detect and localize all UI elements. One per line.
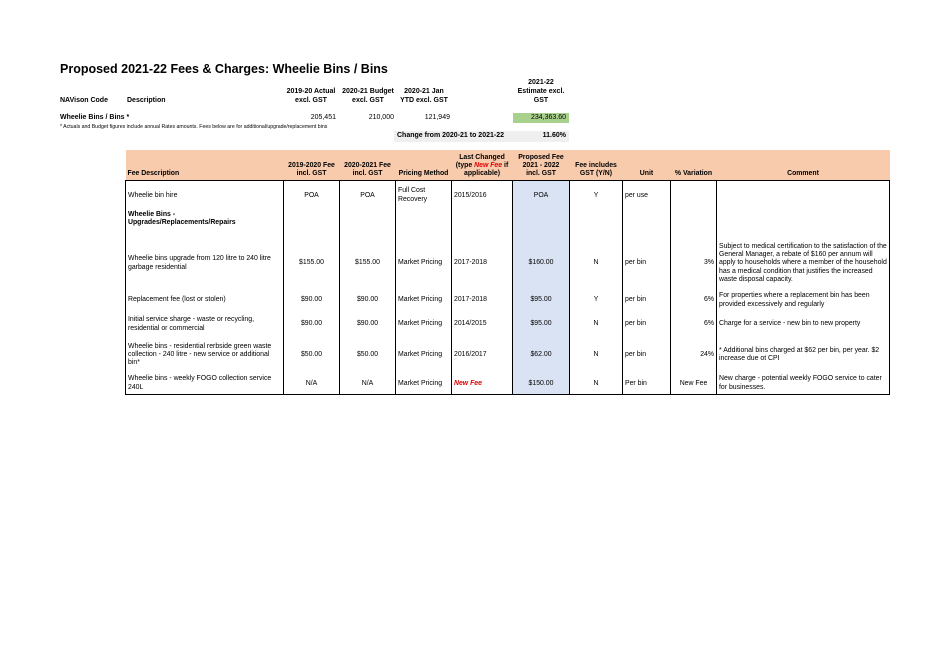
- comment: [717, 211, 890, 239]
- table-row: [126, 313, 890, 337]
- comment: * Additional bins charged at $62 per bin, per year. $2 increase due ot CPI: [717, 337, 890, 374]
- change-row: [394, 131, 569, 142]
- summary-footnote: * Actuals and Budget figures include annual Rates amounts. Fees below are for additional/upgrade/replacement bins: [60, 124, 328, 130]
- last-changed: 2015/2016: [452, 181, 513, 211]
- comment: Charge for a service - new bin to new property: [717, 313, 890, 337]
- proposed-fee: $62.00: [513, 337, 570, 374]
- gst-flag: N: [570, 313, 623, 337]
- unit: per bin: [623, 289, 671, 313]
- header-variation: % Variation: [671, 150, 717, 181]
- fee-2019: N/A: [284, 374, 340, 395]
- table-row: [126, 181, 890, 211]
- header-gst: Fee includes GST (Y/N): [570, 150, 623, 181]
- comment: For properties where a replacement bin has been provided excessively and regularly: [717, 289, 890, 313]
- header-comment: Comment: [717, 150, 890, 181]
- gst-flag: Y: [570, 289, 623, 313]
- description-header: Description: [127, 97, 166, 104]
- table-row: [126, 239, 890, 289]
- table-row: [126, 289, 890, 313]
- fee-2019: $155.00: [284, 239, 340, 289]
- gst-flag: N: [570, 337, 623, 374]
- header-proposed-fee: Proposed Fee 2021 - 2022 incl. GST: [513, 150, 570, 181]
- last-changed: New Fee: [452, 374, 513, 395]
- header-fee-2019: 2019-2020 Fee incl. GST: [284, 150, 340, 181]
- fee-2019: [284, 211, 340, 239]
- unit: [623, 211, 671, 239]
- comment: New charge - potential weekly FOGO service to cater for businesses.: [717, 374, 890, 395]
- pricing-method: Full Cost Recovery: [396, 181, 452, 211]
- pricing-method: Market Pricing: [396, 289, 452, 313]
- actual-header: 2019-20 Actual excl. GST: [286, 88, 336, 104]
- fee-2019: $90.00: [284, 313, 340, 337]
- fee-2020: $90.00: [340, 289, 396, 313]
- fee-2020: POA: [340, 181, 396, 211]
- gst-flag: N: [570, 374, 623, 395]
- table-row: [126, 211, 890, 239]
- fee-2019: POA: [284, 181, 340, 211]
- unit: per bin: [623, 239, 671, 289]
- last-changed: 2016/2017: [452, 337, 513, 374]
- unit: per bin: [623, 313, 671, 337]
- fee-description: Wheelie bin hire: [126, 181, 284, 211]
- gst-flag: Y: [570, 181, 623, 211]
- fee-description: Wheelie bins - residential rerbside green waste collection - 240 litre - new service or additional bin*: [126, 337, 284, 374]
- pricing-method: Market Pricing: [396, 337, 452, 374]
- budget-value: 210,000: [368, 114, 394, 121]
- last-changed: 2017-2018: [452, 239, 513, 289]
- change-label: Change from 2020-21 to 2021-22: [397, 132, 504, 139]
- last-changed: 2014/2015: [452, 313, 513, 337]
- change-value: 11.60%: [542, 132, 566, 139]
- proposed-fee: $150.00: [513, 374, 570, 395]
- gst-flag: N: [570, 239, 623, 289]
- budget-header: 2020-21 Budget excl. GST: [342, 88, 394, 104]
- variation: [671, 211, 717, 239]
- ytd-header: 2020-21 Jan YTD excl. GST: [400, 88, 448, 104]
- navison-code-header: NAVison Code: [60, 97, 108, 104]
- unit: per use: [623, 181, 671, 211]
- proposed-fee: $160.00: [513, 239, 570, 289]
- gst-flag: [570, 211, 623, 239]
- pricing-method: [396, 211, 452, 239]
- variation: [671, 181, 717, 211]
- comment: [717, 181, 890, 211]
- fee-2020: $90.00: [340, 313, 396, 337]
- fee-description: Replacement fee (lost or stolen): [126, 289, 284, 313]
- fee-description: Initial service sharge - waste or recycling, residential or commercial: [126, 313, 284, 337]
- fees-table-header: [126, 150, 890, 181]
- summary-row-label: Wheelie Bins / Bins *: [60, 114, 130, 121]
- header-fee-2020: 2020-2021 Fee incl. GST: [340, 150, 396, 181]
- page-title: Proposed 2021-22 Fees & Charges: Wheelie Bins / Bins: [60, 62, 388, 76]
- variation: 24%: [671, 337, 717, 374]
- fee-description: Wheelie bins upgrade from 120 litre to 240 litre garbage residential: [126, 239, 284, 289]
- pricing-method: Market Pricing: [396, 374, 452, 395]
- section-heading: Wheelie Bins - Upgrades/Replacements/Repairs: [126, 211, 284, 239]
- pricing-method: Market Pricing: [396, 239, 452, 289]
- variation: New Fee: [671, 374, 717, 395]
- table-row: [126, 374, 890, 395]
- last-changed: 2017-2018: [452, 289, 513, 313]
- fee-2020: [340, 211, 396, 239]
- proposed-fee: $95.00: [513, 289, 570, 313]
- fee-2020: N/A: [340, 374, 396, 395]
- proposed-fee: POA: [513, 181, 570, 211]
- proposed-fee: [513, 211, 570, 239]
- unit: per bin: [623, 337, 671, 374]
- fee-2020: $50.00: [340, 337, 396, 374]
- last-changed: [452, 211, 513, 239]
- estimate-value: 234,363.60: [513, 113, 569, 123]
- header-pricing-method: Pricing Method: [396, 150, 452, 181]
- proposed-fee: $95.00: [513, 313, 570, 337]
- table-row: [126, 337, 890, 374]
- variation: 6%: [671, 289, 717, 313]
- variation: 6%: [671, 313, 717, 337]
- actual-value: 205,451: [310, 114, 336, 121]
- pricing-method: Market Pricing: [396, 313, 452, 337]
- fee-description: Wheelie bins - weekly FOGO collection service 240L: [126, 374, 284, 395]
- header-last-changed: Last Changed (type New Fee if applicable): [452, 150, 513, 181]
- variation: 3%: [671, 239, 717, 289]
- header-fee-description: Fee Description: [126, 150, 284, 181]
- fee-2020: $155.00: [340, 239, 396, 289]
- header-unit: Unit: [623, 150, 671, 181]
- fees-table: [125, 150, 890, 395]
- ytd-value: 121,949: [424, 114, 450, 121]
- unit: Per bin: [623, 374, 671, 395]
- comment: Subject to medical certification to the satisfaction of the General Manager, a rebate of $160 per annum will apply to households where a member of the household has a medical condition that justifies the increased waste disposal capacity.: [717, 239, 890, 289]
- fee-2019: $50.00: [284, 337, 340, 374]
- fee-2019: $90.00: [284, 289, 340, 313]
- estimate-header: 2021-22 Estimate excl. GST: [517, 79, 565, 104]
